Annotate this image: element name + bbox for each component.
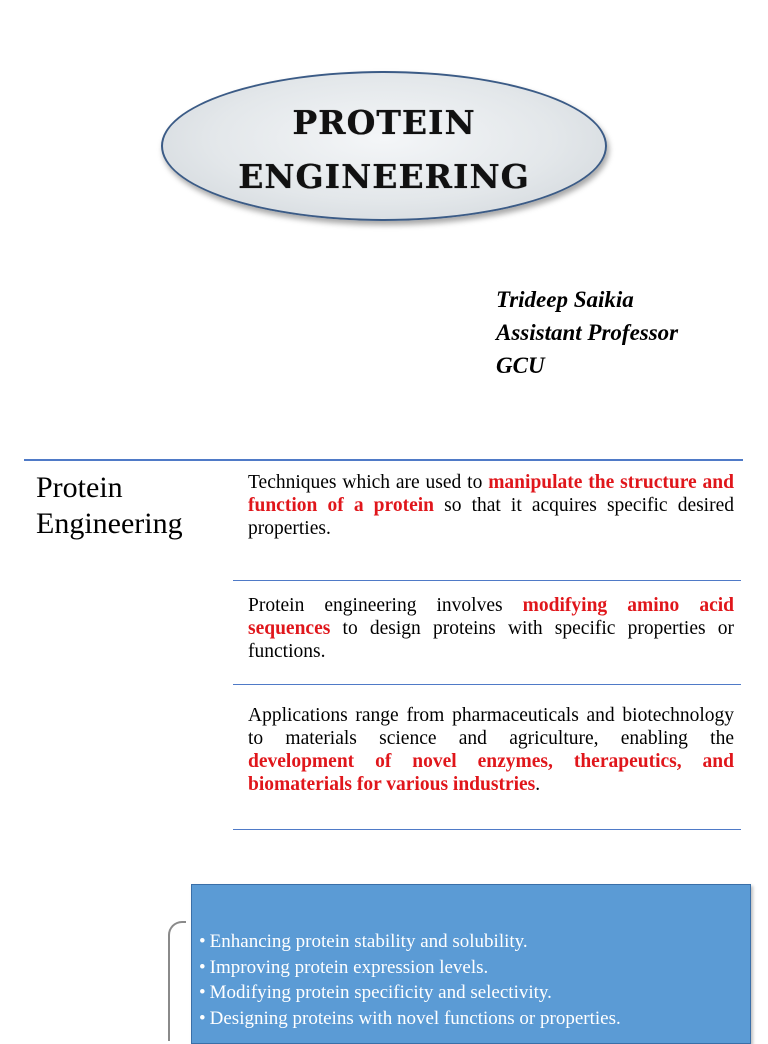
author-role: Assistant Professor — [496, 320, 679, 345]
section-heading-line-2: Engineering — [36, 507, 183, 540]
definition-row-1-tail: so that it acquires specific desired properties. — [248, 495, 734, 539]
list-item — [199, 1006, 621, 1032]
row-divider-3 — [233, 829, 741, 830]
bullet-dot: • — [199, 931, 206, 952]
definition-row-3-highlight: development of novel enzymes, therapeutics, and biomaterials for various industries — [248, 751, 734, 795]
author-block — [496, 283, 678, 382]
title-line-1: PROTEIN — [292, 103, 476, 142]
bullet-dot: • — [199, 1007, 206, 1029]
bullet-text: Designing proteins with novel functions or properties. — [209, 1007, 621, 1029]
title-line-2: ENGINEERING — [238, 157, 530, 196]
bullet-text: Modifying protein specificity and selectivity. — [209, 982, 552, 1003]
bullet-dot: • — [199, 956, 206, 978]
definition-row-2-highlight: modifying amino acid sequences — [248, 595, 735, 639]
section-heading-line-1: Protein — [36, 471, 123, 504]
definition-row-1-highlight: manipulate the structure and function of a protein — [248, 472, 734, 516]
author-organization: GCU — [496, 353, 545, 378]
definition-row-1 — [248, 471, 734, 540]
bullet-dot: • — [199, 982, 206, 1003]
bracket-connector — [168, 921, 186, 1041]
list-item — [199, 929, 621, 955]
presentation-title — [161, 96, 607, 204]
table-top-rule — [24, 459, 743, 461]
goals-bullet-list — [199, 929, 621, 1031]
row-divider-1 — [233, 580, 741, 581]
definition-row-1-text: Techniques which are used to — [248, 472, 489, 493]
definition-row-3-text: Applications range from pharmaceuticals and biotechnology to materials science and agriculture, enabling the — [248, 705, 734, 749]
definition-row-3 — [248, 704, 734, 796]
list-item — [199, 955, 621, 981]
bullet-text: Enhancing protein stability and solubility. — [209, 931, 528, 952]
list-item — [199, 980, 621, 1006]
row-divider-2 — [233, 684, 741, 685]
definition-row-2-text: Protein engineering involves — [248, 595, 523, 616]
definition-row-2 — [248, 594, 734, 663]
definition-row-2-tail: to design proteins with specific properties or functions. — [248, 618, 734, 662]
definition-row-3-tail: . — [535, 774, 541, 795]
section-heading — [36, 470, 183, 542]
bullet-text: Improving protein expression levels. — [209, 956, 489, 978]
author-name: Trideep Saikia — [496, 287, 634, 312]
